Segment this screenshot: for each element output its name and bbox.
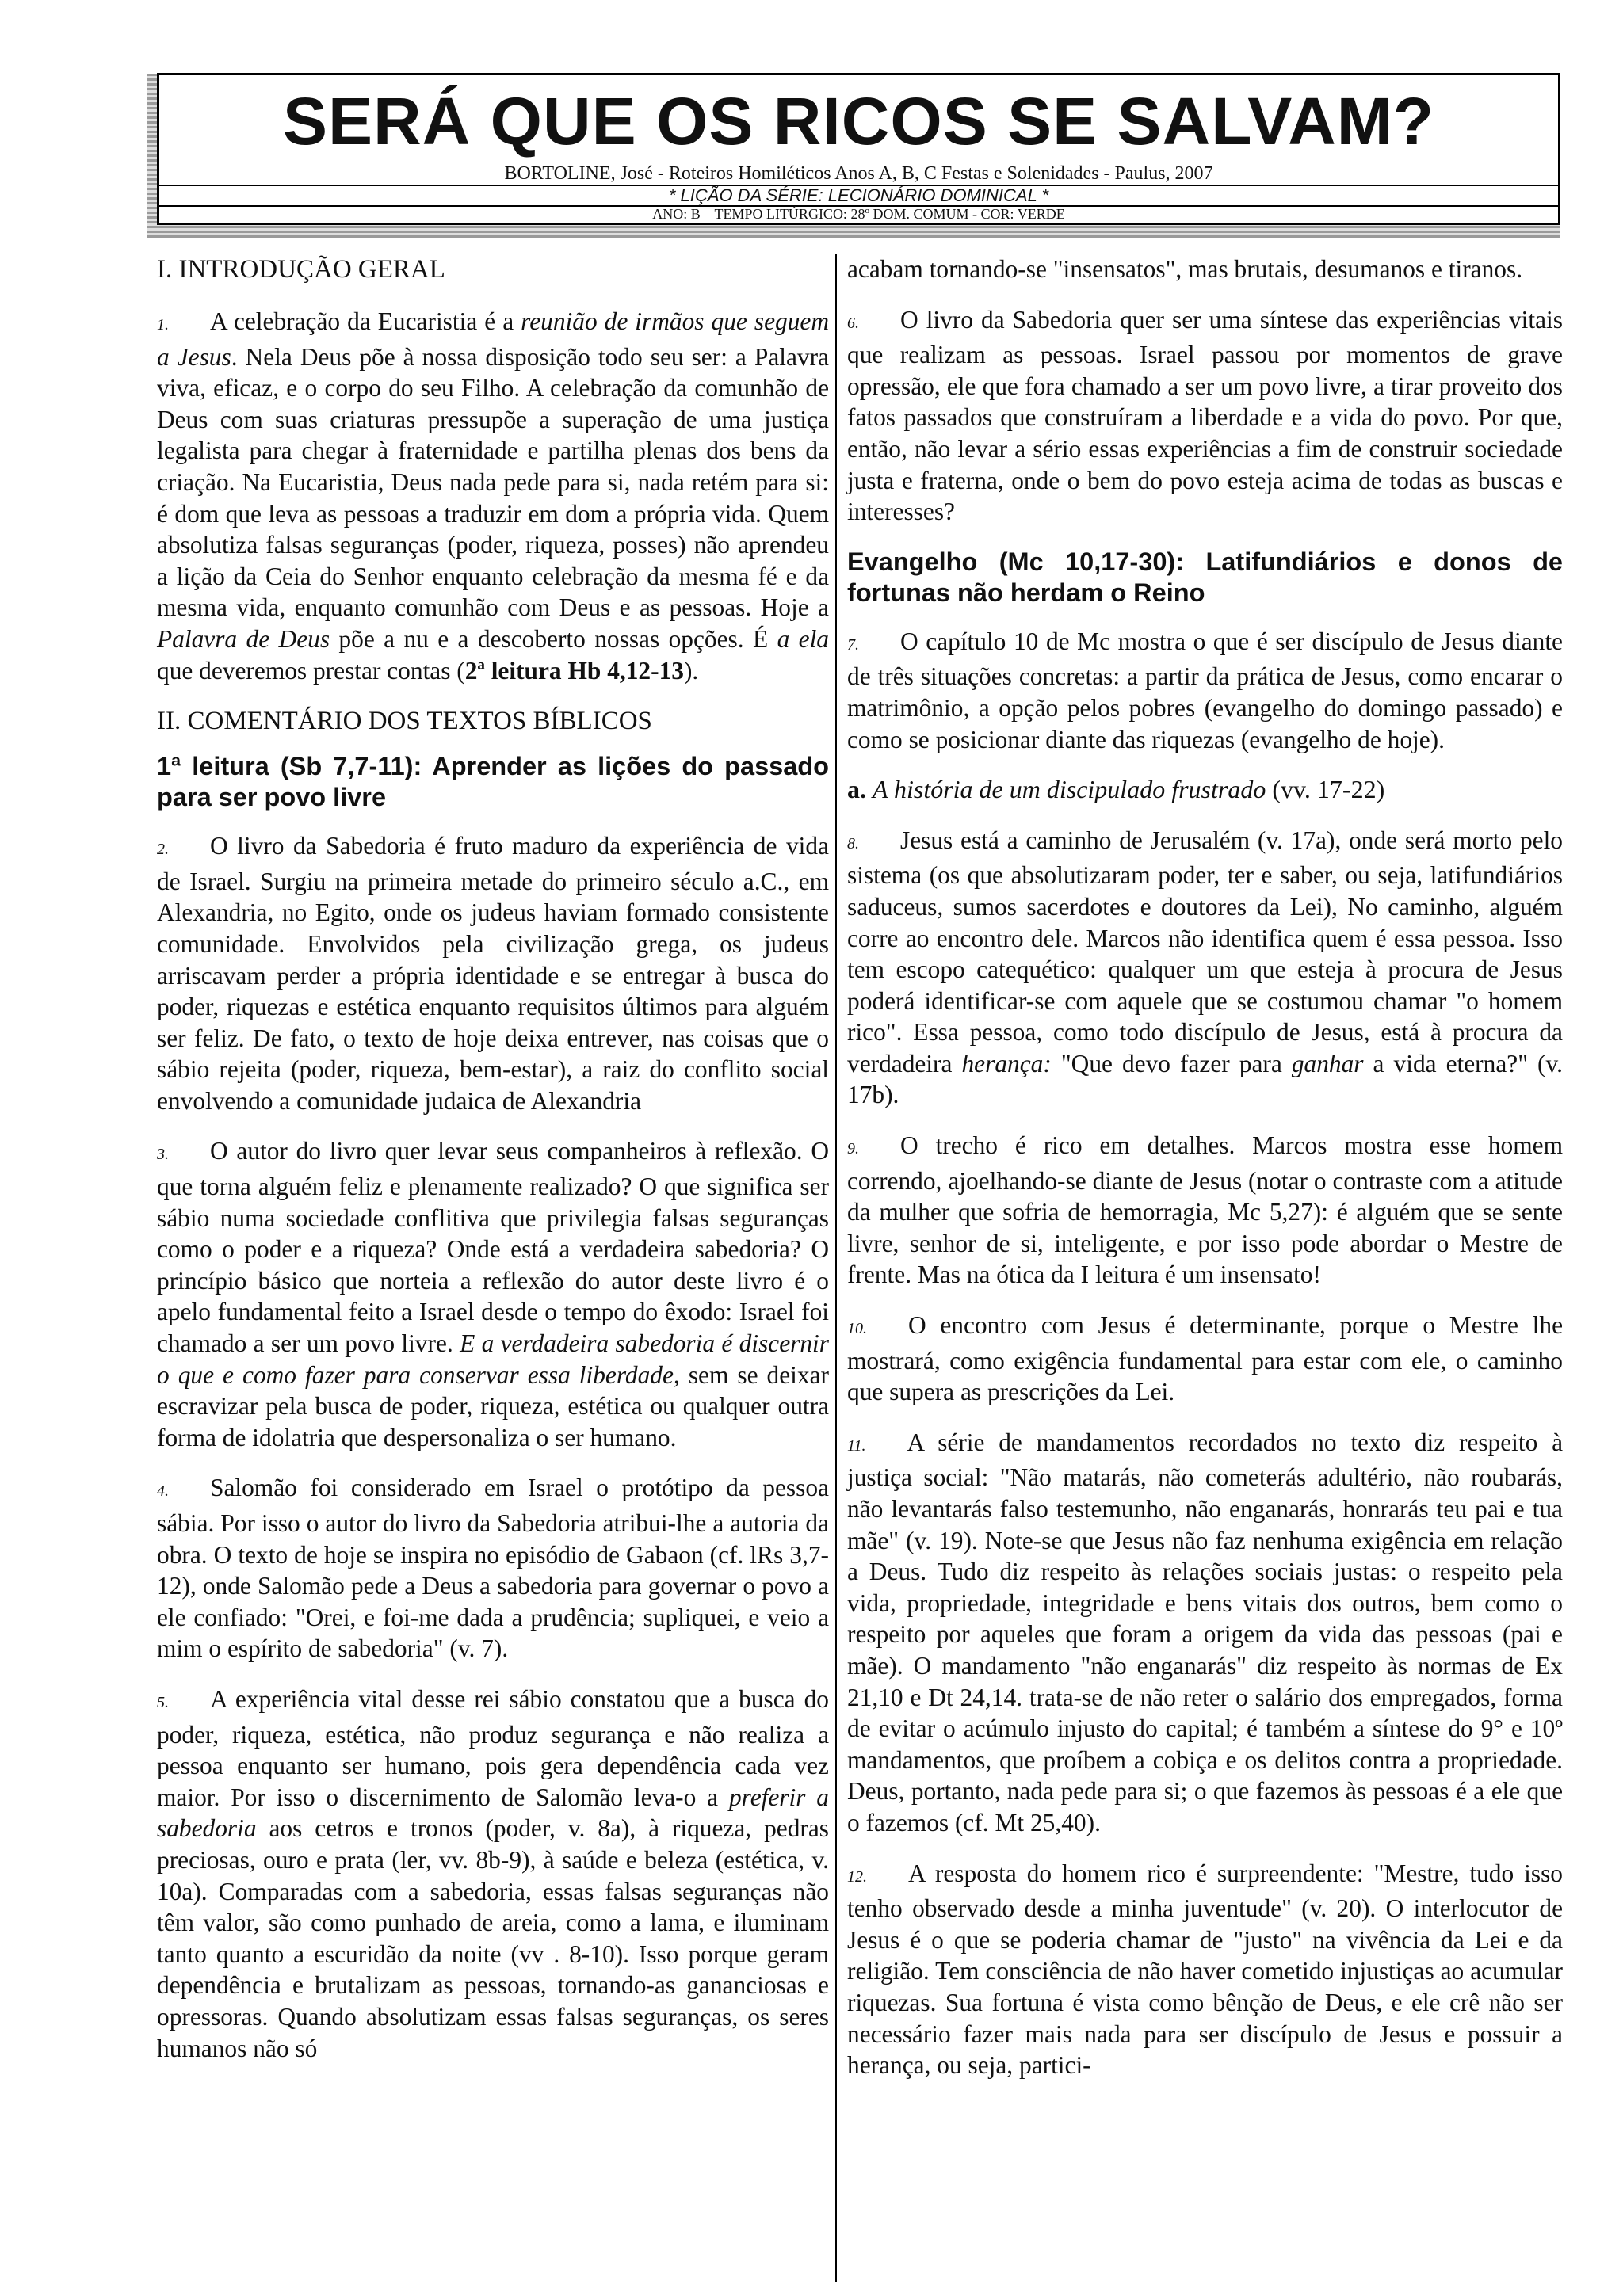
bold-reference: 2ª leitura Hb 4,12-13 (464, 656, 684, 685)
paragraph-9 (847, 1130, 1563, 1291)
paragraph-number: 4. (157, 1482, 169, 1501)
right-column (847, 254, 1563, 2100)
emphasis-text: a ela (777, 624, 829, 653)
paragraph-4 (157, 1472, 829, 1665)
paragraph-7 (847, 626, 1563, 755)
paragraph-number: 12. (847, 1867, 867, 1886)
column-divider (835, 254, 837, 2282)
section-heading-introduction: I. INTRODUÇÃO GERAL (157, 255, 445, 284)
paragraph-6 (847, 304, 1563, 528)
document-title: SERÁ QUE OS RICOS SE SALVAM? (282, 84, 1435, 158)
paragraph-number: 1. (157, 316, 169, 334)
paragraph-8 (847, 825, 1563, 1111)
paragraph-text: O livro da Sabedoria quer ser uma síntese das experiências vitais que realizam as pessoas. Israel passou por momentos de grave opressão, ele que fora chamado a ser um povo livre, a tirar proveito dos fatos passados que construíram a liberdade e a vida do povo. Por que, então, não levar a sério essas experiências a fim de construir sociedade justa e fraterna, onde o bem do povo esteja acima de todas as buscas e interesses? (847, 305, 1563, 526)
emphasis-text: Palavra de Deus (157, 624, 330, 653)
paragraph-text: A série de mandamentos recordados no texto diz respeito à justiça social: "Não matarás, não cometerás adultério, não roubarás, não levantarás falso testemunho, não enganarás, honrarás teu pai e tua mãe" (v. 19). Note-se que Jesus não faz nenhuma exigência em relação a Deus. Tudo diz respeito às relações sociais justas: o respeito pela vida, propriedade, integridade e bens vitais dos outros, bem como o respeito por aqueles que foram a origem da vida das pessoas (pai e mãe). O mandamento "não enganarás" diz respeito às normas de Ex 21,10 e Dt 24,14. trata-se de não reter o salário dos empregados, forma de evitar o acúmulo injusto do capital; é também a síntese do 9° e 10º mandamentos, que proíbem a cobiça e os delitos contra a propriedade. Deus, portanto, nada pede para si; o que fazemos às pessoas é a ele que o fazemos (cf. Mt 25,40). (847, 1428, 1563, 1836)
paragraph-number: 11. (847, 1436, 866, 1455)
paragraph-text: A resposta do homem rico é surpreendente: "Mestre, tudo isso tenho observado desde a minha juventude" (v. 20). O interlocutor de Jesus é o que se poderia chamar de "justo" na vivência da Lei e da religião. Tem consciência de não haver cometido injustiças ao acumular riquezas. Sua fortuna é vista como bênção de Deus, e ele crê não ser necessário fazer mais nada para ser discípulo de Jesus e possuir a herança, ou seja, partici- (847, 1859, 1563, 2080)
paragraph-text: A experiência vital desse rei sábio constatou que a busca do poder, riqueza, estética, não produz segurança e não realiza a pessoa enquanto ser humano, pois gera dependência cada vez maior. Por isso o discernimento de Salomão leva-o a (157, 1684, 829, 1811)
paragraph-text: que deveremos prestar contas ( (157, 656, 465, 685)
paragraph-text: O livro da Sabedoria é fruto maduro da experiência de vida de Israel. Surgiu na primeira metade do primeiro século a.C., em Alexandria, no Egito, onde os judeus haviam formado consistente comunidade. Envolvidos pela civilização grega, os judeus arriscavam perder a própria identidade e se entregar à busca do poder, riquezas e estética enquanto requisitos últimos para alguém ser feliz. De fato, o texto de hoje deixa entrever, nas coisas que o sábio rejeita (poder, riqueza, bem-estar), a raiz do conflito social envolvendo a comunidade judaica de Alexandria (157, 832, 829, 1115)
paragraph-number: 9. (847, 1140, 859, 1158)
paragraph-5 (157, 1684, 829, 2064)
paragraph-number: 7. (847, 635, 859, 654)
paragraph-11 (847, 1427, 1563, 1839)
paragraph-10 (847, 1310, 1563, 1408)
paragraph-number: 2. (157, 841, 169, 859)
paragraph-number: 5. (157, 1693, 169, 1711)
emphasis-text: herança: (961, 1049, 1052, 1077)
paragraph-text: . Nela Deus põe à nossa disposição todo seu ser: a Palavra viva, eficaz, e o corpo do seu Filho. A celebração da comunhão de Deus com suas criaturas pressupõe a superação de uma justiça legalista para chegar à fraternidade e partilha plenas dos bens da criação. Na Eucaristia, Deus nada pede para si, nada retém para si: é dom que leva as pessoas a traduzir em dom a própria vida. Quem absolutiza falsas seguranças (poder, riqueza, posses) não aprendeu a lição da Ceia do Senhor enquanto celebração da mesma fé e da mesma vida, enquanto comunhão com Deus e as pessoas. Hoje a (157, 342, 829, 622)
subsection-a-heading (847, 774, 1563, 806)
paragraph-text: O encontro com Jesus é determinante, porque o Mestre lhe mostrará, como exigência fundamental para estar com ele, o caminho que supera as prescrições da Lei. (847, 1311, 1563, 1406)
liturgical-info: ANO: B – TEMPO LITÚRGICO: 28º DOM. COMUM - COR: VERDE (652, 206, 1065, 222)
emphasis-text: ganhar (1291, 1049, 1364, 1077)
paragraph-text: ). (683, 656, 699, 685)
paragraph-5-continuation: acabam tornando-se "insensatos", mas brutais, desumanos e tiranos. (847, 255, 1523, 283)
paragraph-number: 6. (847, 314, 859, 332)
paragraph-2 (157, 830, 829, 1116)
series-label: * LIÇÃO DA SÉRIE: LECIONÁRIO DOMINICAL * (668, 185, 1049, 205)
subheading-gospel: Evangelho (Mc 10,17-30): Latifundiários e donos de fortunas não herdam o Reino (847, 547, 1563, 607)
paragraph-text: Jesus está a caminho de Jerusalém (v. 17a), onde será morto pelo sistema (os que absolutizaram poder, ter e saber, ou seja, latifundiários saduceus, sumos sacerdotes e doutores da Lei), No caminho, alguém corre ao encontro dele. Marcos não identifica quem é essa pessoa. Isso tem escopo catequético: qualquer um que esteja à procura de Jesus poderá identificar-se com aquele que se costumou chamar "o homem rico". Essa pessoa, como todo discípulo de Jesus, está à procura da verdadeira (847, 826, 1563, 1077)
emphasis-text: E a verdadeira sabedoria é discernir o que e como fazer para conservar essa liberdade, (157, 1329, 829, 1389)
paragraph-text: aos cetros e tronos (poder, v. 8a), à riqueza, pedras preciosas, ouro e prata (ler, vv. 8b-9), à saúde e beleza (estética, v. 10a). Comparadas com a sabedoria, essas falsas seguranças não têm valor, são como punhado de areia, como a lama, e iluminam tanto quanto a escuridão da noite (vv . 8-10). Isso porque geram dependência e brutalizam as pessoas, tornando-as gananciosas e opressoras. Quando absolutizam essas falsas seguranças, os seres humanos não só (157, 1814, 829, 2062)
paragraph-text: "Que devo fazer para (1051, 1049, 1292, 1077)
paragraph-12 (847, 1858, 1563, 2081)
paragraph-text: a vida eterna?" (v. 17b). (847, 1049, 1564, 1109)
paragraph-text: O autor do livro quer levar seus companheiros à reflexão. O que torna alguém feliz e plenamente realizado? O que significa ser sábio numa sociedade conflitiva que privilegia falsas seguranças como o poder e a riqueza? Onde está a verdadeira sabedoria? O princípio básico que norteia a reflexão do autor deste livro é o apelo fundamental feito a Israel desde o tempo do êxodo: Israel foi chamado a ser um povo livre. (157, 1137, 829, 1358)
paragraph-number: 8. (847, 834, 859, 852)
paragraph-text: põe a nu e a descoberto nossas opções. É (330, 624, 777, 653)
paragraph-text: Salomão foi considerado em Israel o protótipo da pessoa sábia. Por isso o autor do livro da Sabedoria atribui-lhe a autoria da obra. O texto de hoje se inspira no episódio de Gabaon (cf. lRs 3,7-12), onde Salomão pede a Deus a sabedoria para governar o povo a ele confiado: "Orei, e foi-me dada a prudência; supliquei, e veio a mim o espírito de sabedoria" (v. 7). (157, 1474, 829, 1663)
paragraph-text: sem se deixar escravizar pela busca de poder, riqueza, estética ou qualquer outra forma de idolatria que despersonaliza o ser humano. (157, 1360, 829, 1451)
paragraph-text: O capítulo 10 de Mc mostra o que é ser discípulo de Jesus diante de três situações concretas: a partir da prática de Jesus, como encarar o matrimônio, a opção pelos pobres (evangelho do domingo passado) e como se posicionar diante das riquezas (evangelho de hoje). (847, 627, 1563, 753)
section-heading-commentary: II. COMENTÁRIO DOS TEXTOS BÍBLICOS (157, 707, 652, 736)
document-header (157, 73, 1560, 225)
subsection-reference: (vv. 17-22) (1266, 775, 1385, 804)
paragraph-3 (157, 1135, 829, 1453)
paragraph-text: O trecho é rico em detalhes. Marcos mostra esse homem correndo, ajoelhando-se diante de Jesus (notar o contraste com a atitude da mulher que sofria de hemorragia, Mc 5,27): é alguém que se sente livre, senhor de si, inteligente, e por isso pode abordar o Mestre de frente. Mas na ótica da I leitura é um insensato! (847, 1131, 1563, 1289)
emphasis-text: reunião de irmãos que seguem a Jesus (157, 307, 829, 371)
paragraph-text: A celebração da Eucaristia é a (210, 307, 521, 335)
subsection-label: a. (847, 775, 866, 804)
bibliographic-reference: BORTOLINE, José - Roteiros Homiléticos Anos A, B, C Festas e Solenidades - Paulus, 2007 (504, 163, 1213, 184)
subheading-first-reading: 1ª leitura (Sb 7,7-11): Aprender as lições do passado para ser povo livre (157, 752, 829, 812)
paragraph-1 (157, 306, 829, 686)
subsection-title: A história de um discipulado frustrado (873, 775, 1266, 804)
emphasis-text: preferir a sabedoria (157, 1783, 829, 1843)
left-column (157, 254, 829, 2083)
paragraph-number: 3. (157, 1146, 169, 1164)
paragraph-number: 10. (847, 1320, 867, 1338)
